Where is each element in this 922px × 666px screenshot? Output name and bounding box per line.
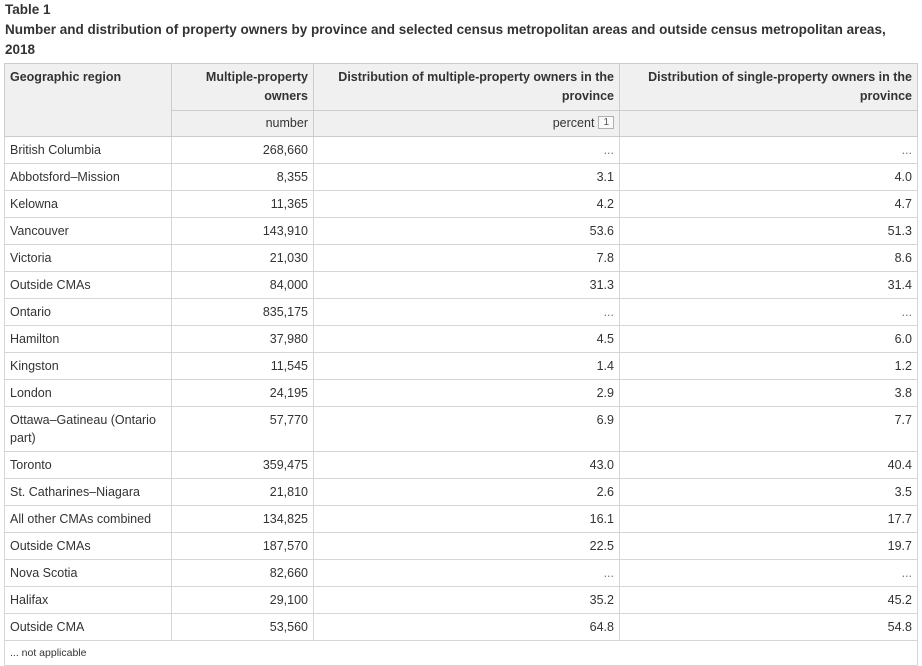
cell-dist-multiple: 4.5 — [314, 326, 620, 353]
cell-multiple-owners: 359,475 — [172, 452, 314, 479]
cell-dist-single: 45.2 — [620, 587, 918, 614]
cell-multiple-owners: 37,980 — [172, 326, 314, 353]
table-row — [5, 479, 918, 506]
cell-multiple-owners: 8,355 — [172, 164, 314, 191]
cell-dist-single: ... — [620, 137, 918, 164]
cell-dist-single: 4.7 — [620, 191, 918, 218]
table-row — [5, 407, 918, 452]
cell-dist-multiple: 64.8 — [314, 614, 620, 641]
cell-dist-multiple: 22.5 — [314, 533, 620, 560]
cell-region: All other CMAs combined — [5, 506, 172, 533]
cell-dist-single: ... — [620, 299, 918, 326]
header-dist-multiple: Distribution of multiple-property owners in the province — [314, 64, 620, 111]
cell-dist-single: ... — [620, 560, 918, 587]
cell-multiple-owners: 268,660 — [172, 137, 314, 164]
header-multiple-owners: Multiple-property owners — [172, 64, 314, 111]
cell-region: Outside CMAs — [5, 533, 172, 560]
cell-region: Ontario — [5, 299, 172, 326]
table-row — [5, 164, 918, 191]
cell-multiple-owners: 84,000 — [172, 272, 314, 299]
cell-region: Ottawa–Gatineau (Ontario part) — [5, 407, 172, 452]
cell-dist-single: 19.7 — [620, 533, 918, 560]
table-caption — [5, 0, 905, 60]
cell-dist-single: 7.7 — [620, 407, 918, 452]
cell-dist-multiple: 35.2 — [314, 587, 620, 614]
table-body — [5, 137, 918, 641]
table-row — [5, 245, 918, 272]
cell-dist-single: 3.8 — [620, 380, 918, 407]
cell-region: Toronto — [5, 452, 172, 479]
table-row — [5, 560, 918, 587]
footnote-text: ... not applicable — [5, 641, 918, 666]
data-table — [4, 63, 918, 666]
unit-percent-cell — [314, 111, 620, 137]
cell-multiple-owners: 21,810 — [172, 479, 314, 506]
cell-dist-multiple: ... — [314, 137, 620, 164]
cell-dist-multiple: 7.8 — [314, 245, 620, 272]
unit-percent: percent — [552, 116, 595, 130]
cell-dist-multiple: 43.0 — [314, 452, 620, 479]
cell-dist-multiple: ... — [314, 299, 620, 326]
cell-multiple-owners: 24,195 — [172, 380, 314, 407]
cell-dist-single: 51.3 — [620, 218, 918, 245]
cell-dist-single: 17.7 — [620, 506, 918, 533]
cell-dist-single: 40.4 — [620, 452, 918, 479]
table-row — [5, 452, 918, 479]
cell-region: St. Catharines–Niagara — [5, 479, 172, 506]
table-row — [5, 272, 918, 299]
table-row — [5, 326, 918, 353]
cell-dist-multiple: 53.6 — [314, 218, 620, 245]
cell-multiple-owners: 29,100 — [172, 587, 314, 614]
cell-region: Hamilton — [5, 326, 172, 353]
cell-region: British Columbia — [5, 137, 172, 164]
cell-dist-multiple: 2.9 — [314, 380, 620, 407]
cell-region: Outside CMAs — [5, 272, 172, 299]
cell-multiple-owners: 187,570 — [172, 533, 314, 560]
cell-dist-single: 8.6 — [620, 245, 918, 272]
footnote-ref-link[interactable]: 1 — [598, 116, 614, 129]
cell-multiple-owners: 21,030 — [172, 245, 314, 272]
cell-multiple-owners: 11,365 — [172, 191, 314, 218]
table-row — [5, 533, 918, 560]
table-row — [5, 380, 918, 407]
table-title: Number and distribution of property owners by province and selected census metropolitan areas and outside census metropolitan areas, 2018 — [5, 22, 886, 57]
cell-dist-multiple: 16.1 — [314, 506, 620, 533]
header-dist-single: Distribution of single-property owners in the province — [620, 64, 918, 111]
table-row — [5, 191, 918, 218]
header-row — [5, 64, 918, 111]
table-row — [5, 587, 918, 614]
unit-number: number — [172, 111, 314, 137]
cell-region: Abbotsford–Mission — [5, 164, 172, 191]
cell-dist-single: 1.2 — [620, 353, 918, 380]
table-row — [5, 137, 918, 164]
cell-multiple-owners: 134,825 — [172, 506, 314, 533]
table-row — [5, 506, 918, 533]
cell-multiple-owners: 53,560 — [172, 614, 314, 641]
cell-multiple-owners: 835,175 — [172, 299, 314, 326]
cell-dist-multiple: 6.9 — [314, 407, 620, 452]
cell-dist-multiple: 4.2 — [314, 191, 620, 218]
table-row — [5, 614, 918, 641]
cell-region: London — [5, 380, 172, 407]
cell-region: Kingston — [5, 353, 172, 380]
cell-region: Outside CMA — [5, 614, 172, 641]
cell-dist-single: 54.8 — [620, 614, 918, 641]
cell-multiple-owners: 143,910 — [172, 218, 314, 245]
cell-dist-single: 6.0 — [620, 326, 918, 353]
cell-region: Victoria — [5, 245, 172, 272]
footnote-row — [5, 641, 918, 666]
cell-region: Kelowna — [5, 191, 172, 218]
unit-blank — [620, 111, 918, 137]
cell-multiple-owners: 11,545 — [172, 353, 314, 380]
table-row — [5, 218, 918, 245]
cell-region: Vancouver — [5, 218, 172, 245]
cell-dist-multiple: 2.6 — [314, 479, 620, 506]
cell-dist-single: 4.0 — [620, 164, 918, 191]
cell-dist-multiple: ... — [314, 560, 620, 587]
cell-region: Halifax — [5, 587, 172, 614]
cell-dist-multiple: 31.3 — [314, 272, 620, 299]
cell-dist-multiple: 3.1 — [314, 164, 620, 191]
table-row — [5, 299, 918, 326]
cell-dist-single: 3.5 — [620, 479, 918, 506]
cell-multiple-owners: 82,660 — [172, 560, 314, 587]
cell-dist-multiple: 1.4 — [314, 353, 620, 380]
cell-multiple-owners: 57,770 — [172, 407, 314, 452]
header-region: Geographic region — [5, 64, 172, 137]
table-number: Table 1 — [5, 2, 51, 17]
cell-dist-single: 31.4 — [620, 272, 918, 299]
table-row — [5, 353, 918, 380]
cell-region: Nova Scotia — [5, 560, 172, 587]
